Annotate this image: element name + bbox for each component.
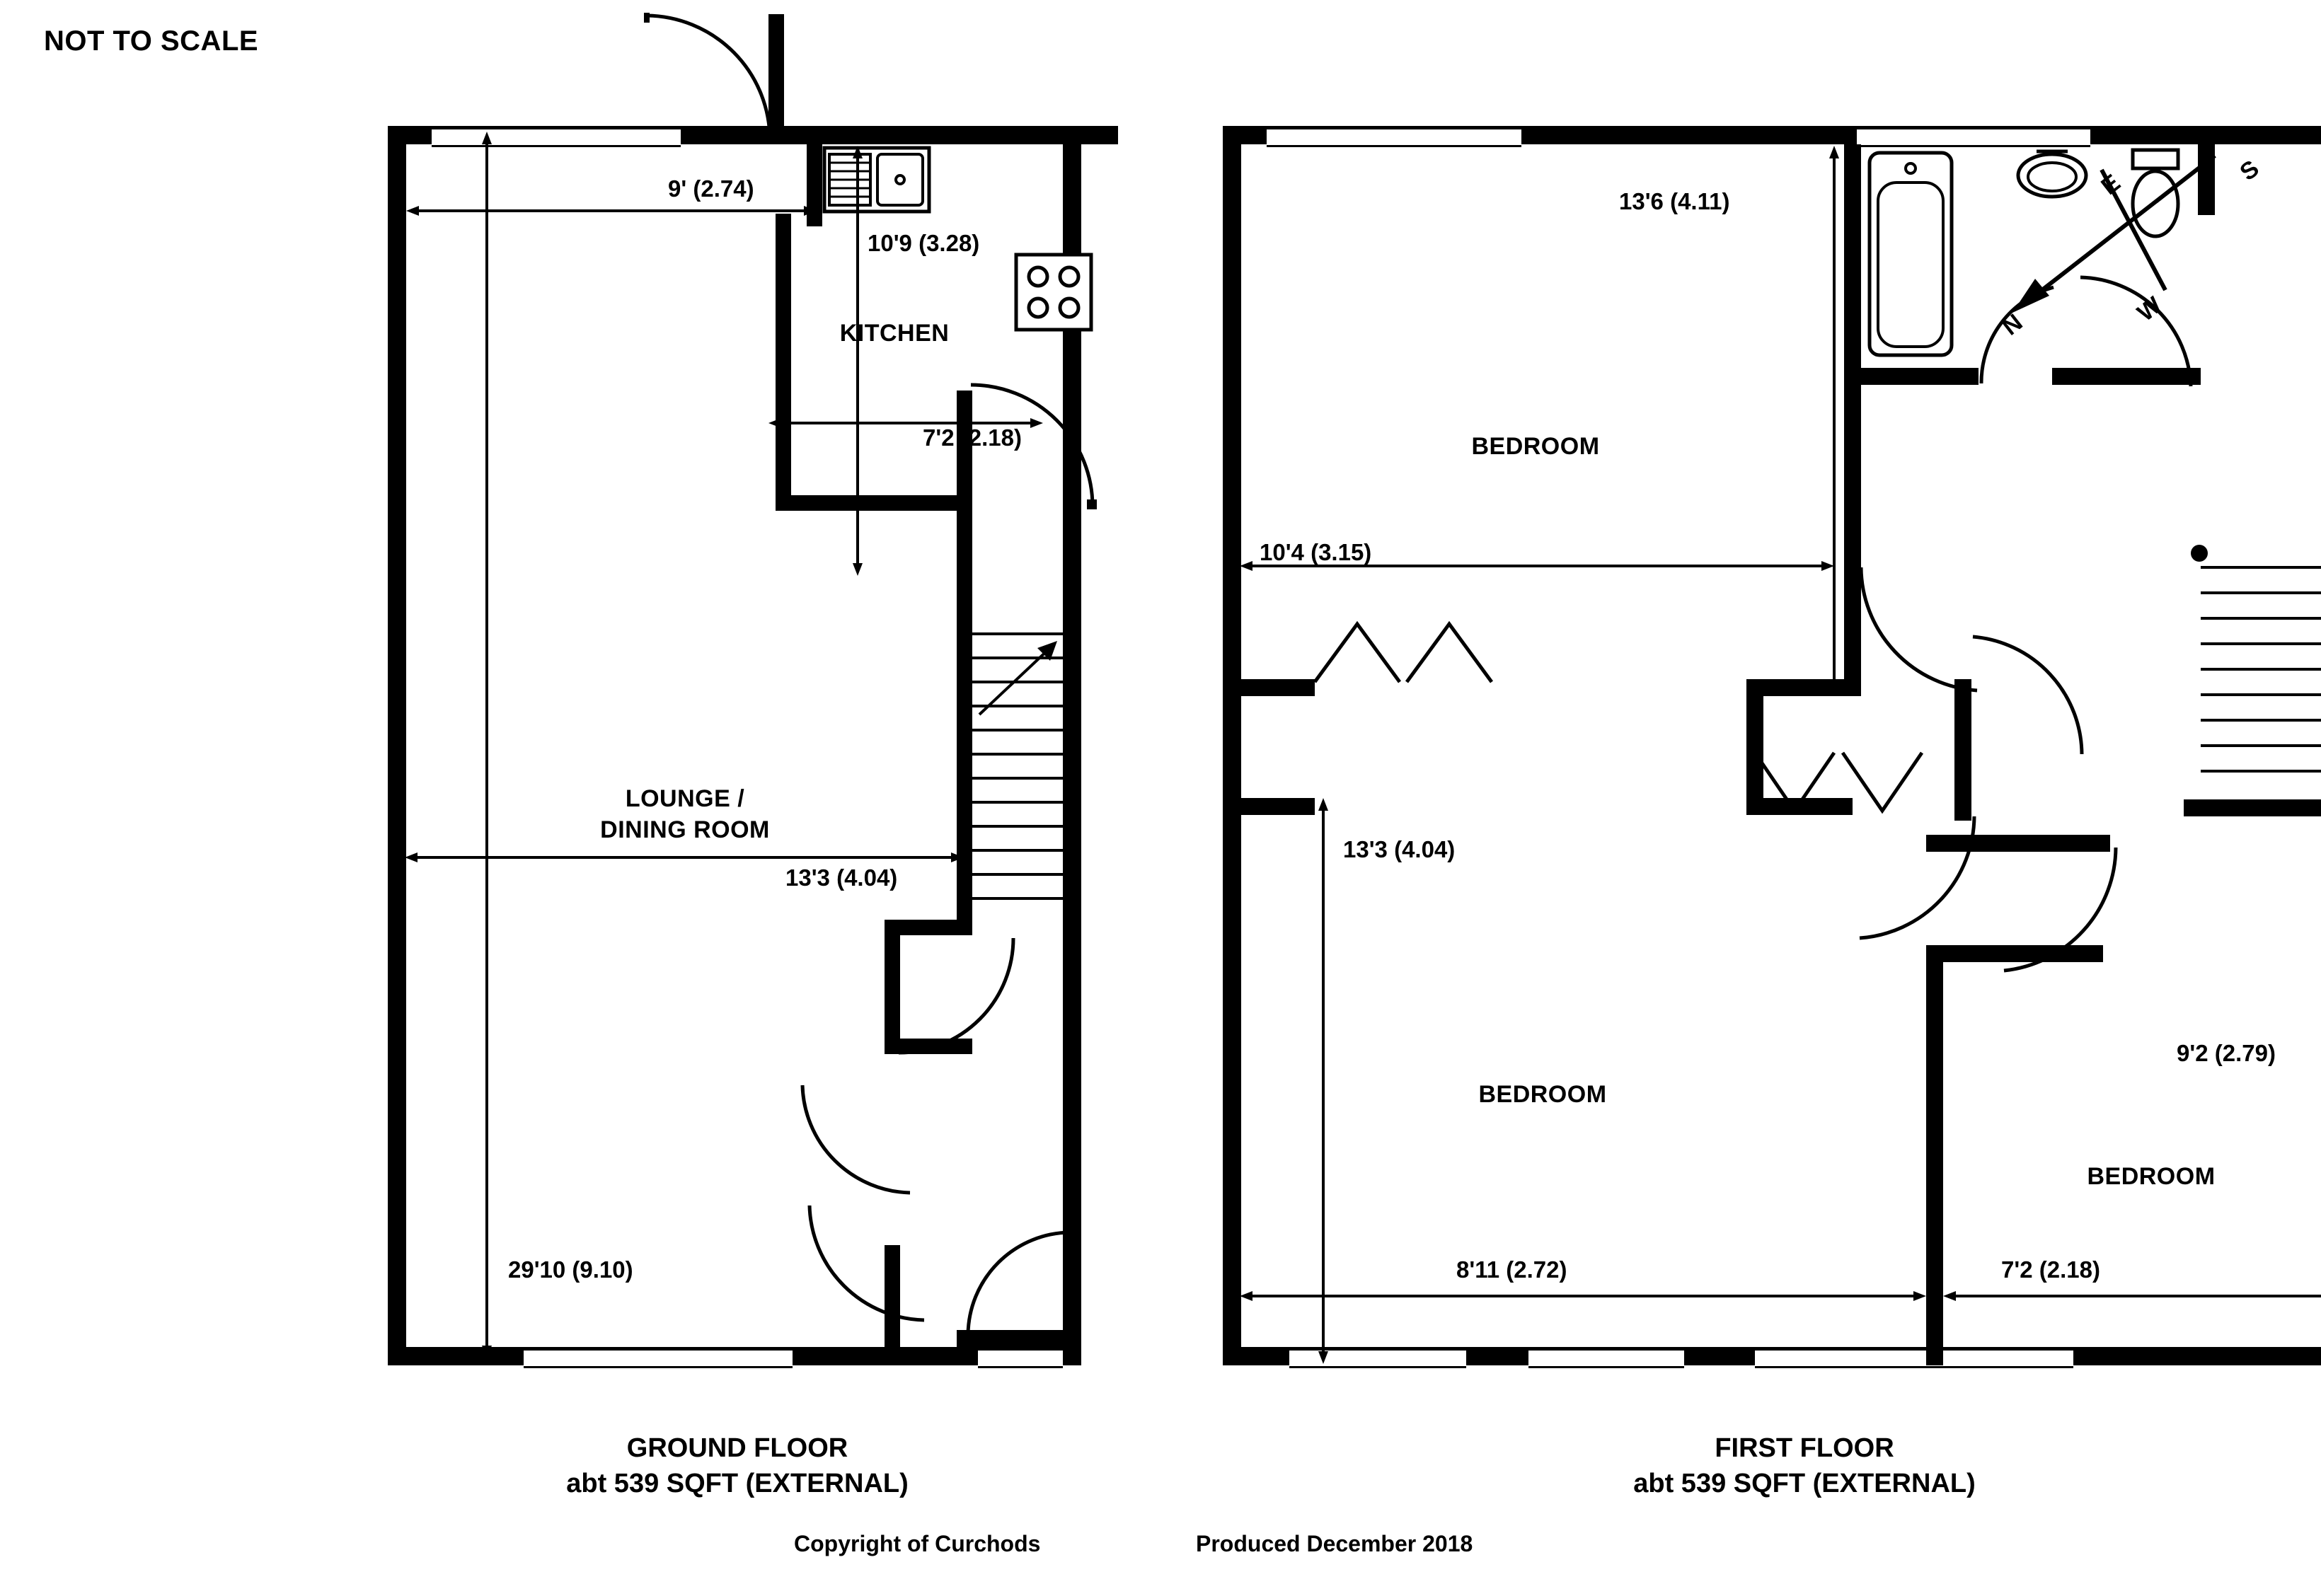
room-label-lounge-line1: LOUNGE / [625,785,745,812]
footer-produced: Produced December 2018 [1196,1531,1473,1556]
first-floor-caption-line1: FIRST FLOOR [1715,1433,1894,1463]
dim-bedroom1-width: 10'4 (3.15) [1260,539,1372,565]
compass-label-e: E [2096,169,2126,201]
dim-bedroom3-depth: 9'2 (2.79) [2177,1040,2276,1066]
kitchen-sink-icon [824,147,930,212]
ground-kitchen-wall-vertical-2 [776,214,791,511]
kitchen-hob-icon [1015,253,1093,331]
first-bedroom23-wall [1926,945,1943,1365]
ground-stair-arrow [972,637,1064,722]
not-to-scale-note: NOT TO SCALE [44,25,259,57]
first-front-window-1 [1267,127,1521,147]
first-floor-caption [1633,1430,1976,1501]
first-wall-left [1223,126,1241,1365]
dim-lounge-width: 13'3 (4.04) [785,865,898,891]
dim-line-kitchen-depth [849,146,866,576]
footer-copyright: Copyright of Curchods [794,1531,1041,1556]
dim-kitchen-inner-width: 7'2 (2.18) [923,424,1022,451]
first-landing-wall-bottom [1223,798,1315,815]
ground-hall-door-swing [896,935,1016,1056]
first-bathroom-wall-bottom [1844,368,1979,385]
lounge-door-swing [800,1082,913,1196]
room-label-bedroom-1: BEDROOM [1471,433,1600,460]
ground-front-door-swing [807,1203,927,1323]
ground-wall-left [388,126,406,1365]
first-stair-newel-post [2191,545,2208,562]
cupboard-doors-lower [1755,750,1932,814]
bedroom1-door-swing [1860,566,1980,693]
first-landing-wall-left [1223,679,1315,696]
bath-tub-icon [1868,151,1953,357]
first-rear-window-2 [1528,1348,1684,1368]
bedroom3-door-swing [1998,846,2119,973]
dim-kitchen-width: 9' (2.74) [668,175,754,202]
dim-bedroom3-width: 7'2 (2.18) [2001,1256,2100,1283]
ground-rear-window-1 [524,1348,793,1368]
compass-label-w: W [2132,291,2167,327]
first-floor-plan [1160,0,2276,1499]
compass-label-s: S [2235,155,2264,187]
first-bathroom-wall-left [1844,144,1861,385]
dim-line-bedroom1-depth [1160,146,1177,696]
dim-line-bedroom2-depth [1315,798,1332,1364]
airing-cupboard-doors-left [1315,620,1499,685]
first-bedroom1-wall-right [1844,385,1861,696]
compass-rose [1981,127,2264,332]
bedroom2-door-swing [1857,814,1977,941]
landing-door-swing-middle [1971,637,2085,757]
ground-entry-door-swing [965,1231,1071,1337]
room-label-bedroom-3: BEDROOM [2087,1163,2216,1190]
first-airing-cupboard-wall-right [1954,679,1971,821]
ground-floor-plan [0,0,1160,1499]
ground-floor-caption-line2: abt 539 SQFT (EXTERNAL) [566,1469,909,1499]
dim-line-kitchen-width [406,202,817,219]
dim-bedroom1-depth: 13'6 (4.11) [1619,188,1730,214]
first-landing-wall-top [1746,679,1861,696]
dim-bedroom2-depth: 13'3 (4.04) [1343,836,1456,862]
dim-line-lounge-depth [478,132,495,1358]
dim-line-bedroom3-width [1943,1288,2321,1305]
first-stair-wall [2184,799,2321,816]
dim-lounge-depth: 29'10 (9.10) [508,1256,633,1283]
dim-bedroom2-width: 8'11 (2.72) [1456,1256,1567,1283]
ground-floor-caption [566,1430,909,1501]
ground-kitchen-wall-horizontal [776,495,964,511]
first-staircase [2201,559,2321,799]
room-label-kitchen: KITCHEN [839,320,950,347]
first-rear-window-3 [1755,1348,2073,1368]
dim-line-bedroom2-width [1240,1288,1926,1305]
ground-entrance-door-swing [644,13,773,141]
first-floor-caption-line2: abt 539 SQFT (EXTERNAL) [1633,1469,1976,1499]
dim-kitchen-depth: 10'9 (3.28) [868,230,980,256]
ground-rear-window-2 [978,1348,1063,1368]
room-label-lounge-line2: DINING ROOM [600,816,770,843]
ground-floor-caption-line1: GROUND FLOOR [626,1433,848,1463]
compass-label-n: N [1997,308,2028,341]
room-label-bedroom-2: BEDROOM [1478,1081,1607,1108]
